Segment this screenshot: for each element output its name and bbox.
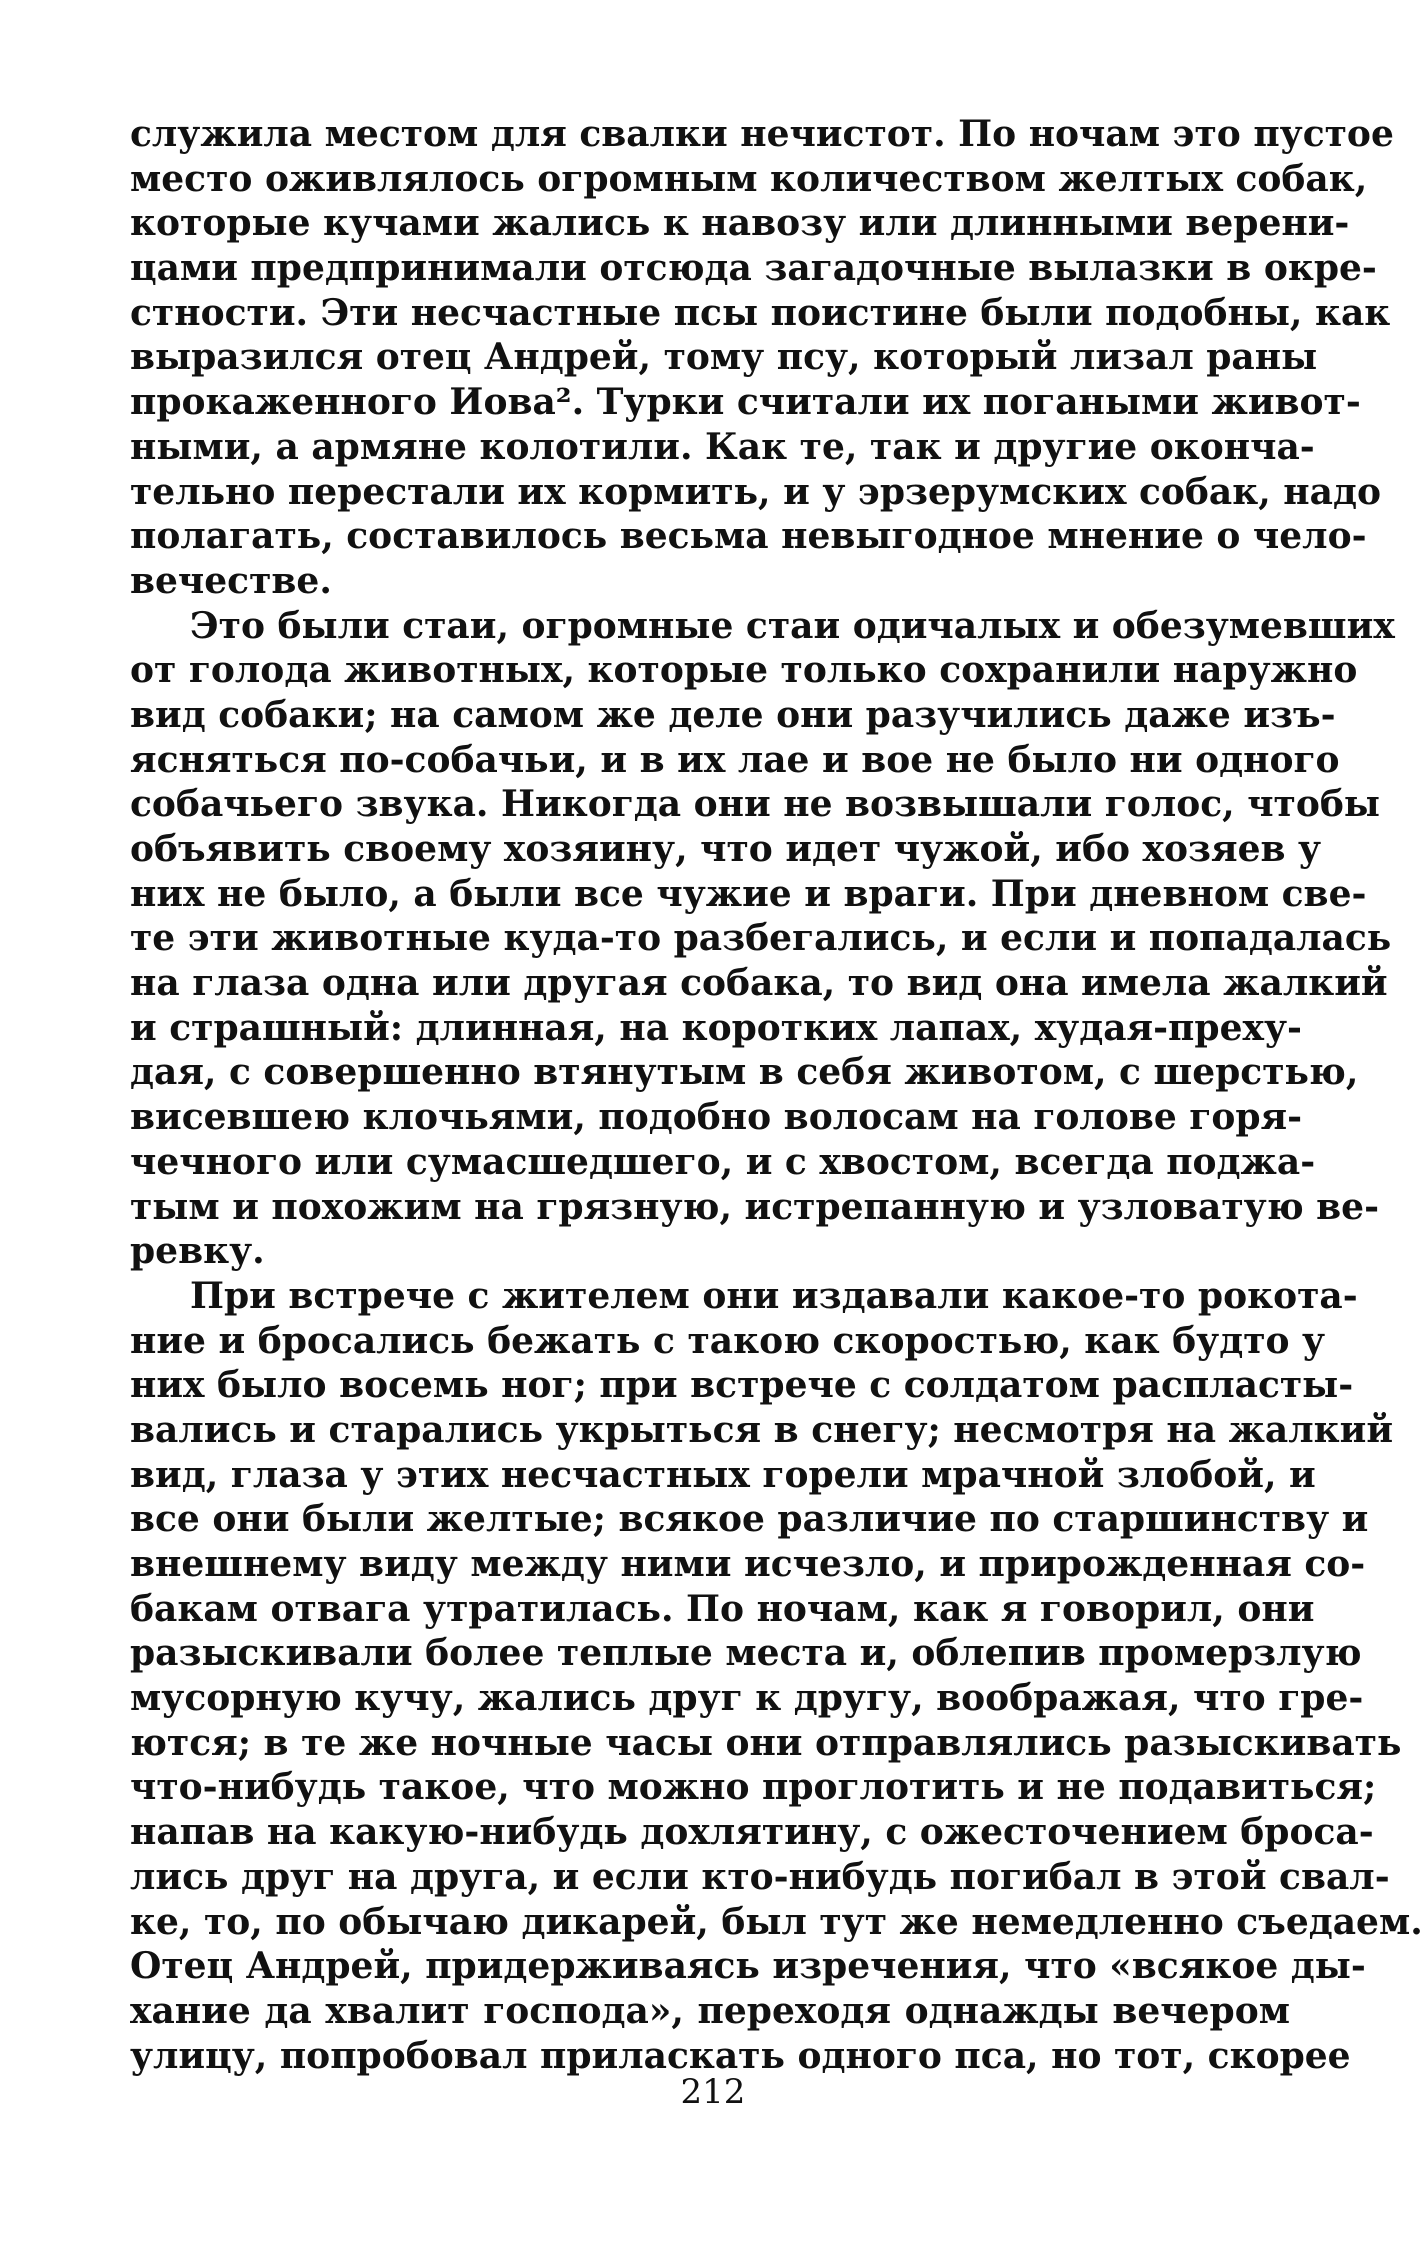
text-line: них было восемь ног; при встрече с солдатом распласты- (130, 1364, 1354, 1407)
text-line: те эти животные куда-то разбегались, и если и попадалась (130, 917, 1392, 960)
text-line: ными, а армяне колотили. Как те, так и другие оконча- (130, 425, 1315, 468)
text-line: них не было, а были все чужие и враги. При дневном све- (130, 872, 1367, 915)
text-line: мусорную кучу, жались друг к другу, воображая, что гре- (130, 1677, 1364, 1720)
text-line: тельно перестали их кормить, и у эрзерумских собак, надо (130, 470, 1381, 513)
text-line: внешнему виду между ними исчезло, и прирожденная со- (130, 1543, 1366, 1585)
text-line: ревку. (130, 1230, 265, 1273)
text-line: вид собаки; на самом же деле они разучились даже изъ- (130, 693, 1336, 736)
text-line: ясняться по-собачьи, и в их лае и вое не было ни одного (130, 738, 1340, 781)
text-line: на глаза одна или другая собака, то вид она имела жалкий (130, 962, 1388, 1005)
text-line: вечестве. (130, 559, 332, 602)
text-line: служила местом для свалки нечистот. По ночам это пустое (130, 113, 1394, 155)
text-line: Отец Андрей, придерживаясь изречения, что «всякое ды- (130, 1945, 1366, 1988)
text-line: лись друг на друга, и если кто-нибудь погибал в этой свал- (130, 1855, 1390, 1898)
page-number: 212 (680, 2072, 746, 2112)
text-line: чечного или сумасшедшего, и с хвостом, всегда поджа- (130, 1140, 1316, 1183)
text-line: Это были стаи, огромные стаи одичалых и обезумевших (190, 604, 1395, 647)
text-line: полагать, составилось весьма невыгодное мнение о чело- (130, 515, 1367, 558)
text-line: тым и похожим на грязную, истрепанную и узловатую ве- (130, 1185, 1380, 1228)
text-line: все они были желтые; всякое различие по старшинству и (130, 1498, 1369, 1541)
text-line: вались и старались укрыться в снегу; несмотря на жалкий (130, 1408, 1394, 1451)
text-line: место оживлялось огромным количеством желтых собак, (130, 157, 1368, 200)
text-line: собачьего звука. Никогда они не возвышали голос, чтобы (130, 783, 1380, 826)
text-line: ние и бросались бежать с такою скоростью, как будто у (130, 1319, 1326, 1362)
text-line: При встрече с жителем они издавали какое-то рокота- (190, 1274, 1358, 1317)
text-line: хание да хвалит господа», переходя однажды вечером (130, 1989, 1290, 2032)
text-line: ке, то, по обычаю дикарей, был тут же немедленно съедаем. (130, 1900, 1423, 1943)
text-line: разыскивали более теплые места и, облепив промерзлую (130, 1632, 1362, 1675)
text-line: улицу, попробовал приласкать одного пса, но тот, скорее (130, 2034, 1351, 2077)
text-line: дая, с совершенно втянутым в себя животом, с шерстью, (130, 1051, 1359, 1094)
text-line: объявить своему хозяину, что идет чужой, ибо хозяев у (130, 828, 1322, 870)
body-text (130, 112, 1423, 2078)
text-line: от голода животных, которые только сохранили наружно (130, 649, 1358, 692)
text-line: которые кучами жались к навозу или длинными верени- (130, 202, 1350, 245)
text-line: и страшный: длинная, на коротких лапах, худая-преху- (130, 1006, 1302, 1049)
text-line: что-нибудь такое, что можно проглотить и не подавиться; (130, 1766, 1377, 1809)
text-line: прокаженного Иова². Турки считали их погаными живот- (130, 381, 1361, 424)
text-line: бакам отвага утратилась. По ночам, как я говорил, они (130, 1587, 1315, 1630)
text-line: висевшею клочьями, подобно волосам на голове горя- (130, 1096, 1303, 1139)
text-line: стности. Эти несчастные псы поистине были подобны, как (130, 291, 1391, 334)
text-line: ются; в те же ночные часы они отправлялись разыскивать (130, 1721, 1402, 1764)
text-line: напав на какую-нибудь дохлятину, с ожесточением броса- (130, 1811, 1374, 1854)
text-line: цами предпринимали отсюда загадочные вылазки в окре- (130, 247, 1377, 290)
text-line: выразился отец Андрей, тому псу, который лизал раны (130, 336, 1318, 379)
text-line: вид, глаза у этих несчастных горели мрачной злобой, и (130, 1453, 1316, 1496)
